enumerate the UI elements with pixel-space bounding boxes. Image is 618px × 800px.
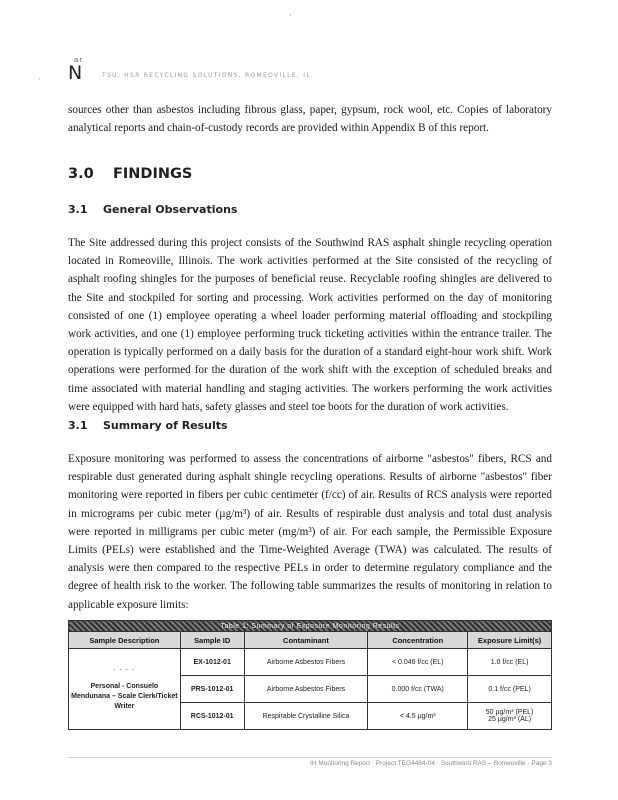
scan-smudge: · · · · bbox=[113, 667, 136, 674]
table-header-row bbox=[69, 632, 552, 649]
concentration-cell: 0.000 f/cc (TWA) bbox=[368, 676, 468, 703]
table-caption-row bbox=[69, 621, 552, 632]
column-header: Contaminant bbox=[244, 632, 368, 649]
running-header: TSU, HSR RECYCLING SOLUTIONS, ROMEOVILLE, IL bbox=[102, 72, 311, 79]
concentration-cell: < 0.046 f/cc (EL) bbox=[368, 649, 468, 676]
section-title: FINDINGS bbox=[113, 166, 193, 182]
general-observations-paragraph: The Site addressed during this project consists of the Southwind RAS asphalt shingle recycling operation located in Romeoville, Illinois. The work activities performed at the Site consisted of the recycling of asphalt roofing shingles for the purposes of beneficial reuse. Recyclable roofing shingles are delivered to the Site and stockpiled for sorting and processing. Work activities performed on the day of monitoring consisted of one (1) employee operating a wheel loader performing material offloading and stockpiling work activities, and one (1) employee performing truck ticketing activities within the entrance trailer. The operation is typically performed on a daily basis for the duration of a standard eight-hour work shift. Work operations were performed for the duration of the work shift with the exception of scheduled breaks and time associated with material handling and staging activities. The workers performing the work activities were equipped with hard hats, safety glasses and steel toe boots for the duration of work activities. bbox=[68, 237, 552, 413]
company-logo: N bbox=[68, 62, 83, 84]
subsection-title: General Observations bbox=[103, 203, 238, 216]
table-row bbox=[69, 649, 552, 676]
exposure-limit-cell: 1.0 f/cc (EL) bbox=[468, 649, 552, 676]
concentration-cell: < 4.5 µg/m³ bbox=[368, 703, 468, 730]
column-header: Exposure Limit(s) bbox=[468, 632, 552, 649]
summary-paragraph: Exposure monitoring was performed to assess the concentrations of airborne "asbestos" fibers, RCS and respirable dust generated during asphalt shingle recycling operations. Results of airborne "asbestos" fiber monitoring were reported in fibers per cubic centimeter (f/cc) of air. Results of RCS analysis were reported in micrograms per cubic meter (µg/m³) of air. Results of respirable dust analysis and total dust analysis were reported in milligrams per cubic meter (mg/m³) of air. For each sample, the Permissible Exposure Limits (PELs) were established and the Time-Weighted Average (TWA) was calculated. The results of analysis were then compared to the respective PELs in order to determine regulatory compliance and the degree of health risk to the worker. The following table summarizes the results of monitoring in relation to applicable exposure limits: bbox=[68, 453, 552, 611]
sample-id-cell: PRS-1012-01 bbox=[180, 676, 244, 703]
exposure-limit-al: 25 µg/m³ (AL) bbox=[488, 716, 532, 723]
table-caption: Table 1: Summary of Exposure Monitoring Results bbox=[69, 621, 552, 632]
sample-description-cell bbox=[69, 649, 181, 730]
exposure-limit-pel: 50 µg/m³ (PEL) bbox=[485, 709, 534, 716]
scan-speck: · bbox=[38, 75, 41, 84]
exposure-limit-cell: 0.1 f/cc (PEL) bbox=[468, 676, 552, 703]
exposure-limit-cell bbox=[468, 703, 552, 730]
section-number: 3.0 bbox=[68, 166, 94, 182]
footer-divider bbox=[68, 757, 552, 758]
page-footer: IH Monitoring Report · Project TEG4484-04 · Southwind RAS – Romeoville · Page 3 bbox=[310, 760, 552, 767]
contaminant-cell: Airborne Asbestos Fibers bbox=[244, 649, 368, 676]
subsection-number: 3.1 bbox=[68, 203, 88, 216]
contaminant-cell: Airborne Asbestos Fibers bbox=[244, 676, 368, 703]
section-heading-findings bbox=[68, 166, 192, 182]
logo-small-text: ar bbox=[74, 56, 84, 64]
column-header: Sample ID bbox=[180, 632, 244, 649]
intro-paragraph: sources other than asbestos including fibrous glass, paper, gypsum, rock wool, etc. Copies of laboratory analytical reports and chain-of-custody records are provided within Appendix B of this report. bbox=[68, 104, 552, 135]
column-header: Sample Description bbox=[69, 632, 181, 649]
subsection-number: 3.1 bbox=[68, 419, 88, 432]
sample-id-cell: EX-1012-01 bbox=[180, 649, 244, 676]
contaminant-cell: Respirable Crystalline Silica bbox=[244, 703, 368, 730]
column-header: Concentration bbox=[368, 632, 468, 649]
scan-speck: · bbox=[289, 11, 292, 20]
results-table bbox=[68, 620, 552, 730]
subsection-title: Summary of Results bbox=[103, 419, 228, 432]
subheading-general-observations bbox=[68, 203, 237, 216]
subheading-summary-of-results bbox=[68, 419, 228, 432]
sample-description: Personal - Consuelo Mendunana – Scale Clerk/Ticket Writer bbox=[71, 683, 178, 710]
sample-id-cell: RCS-1012-01 bbox=[180, 703, 244, 730]
